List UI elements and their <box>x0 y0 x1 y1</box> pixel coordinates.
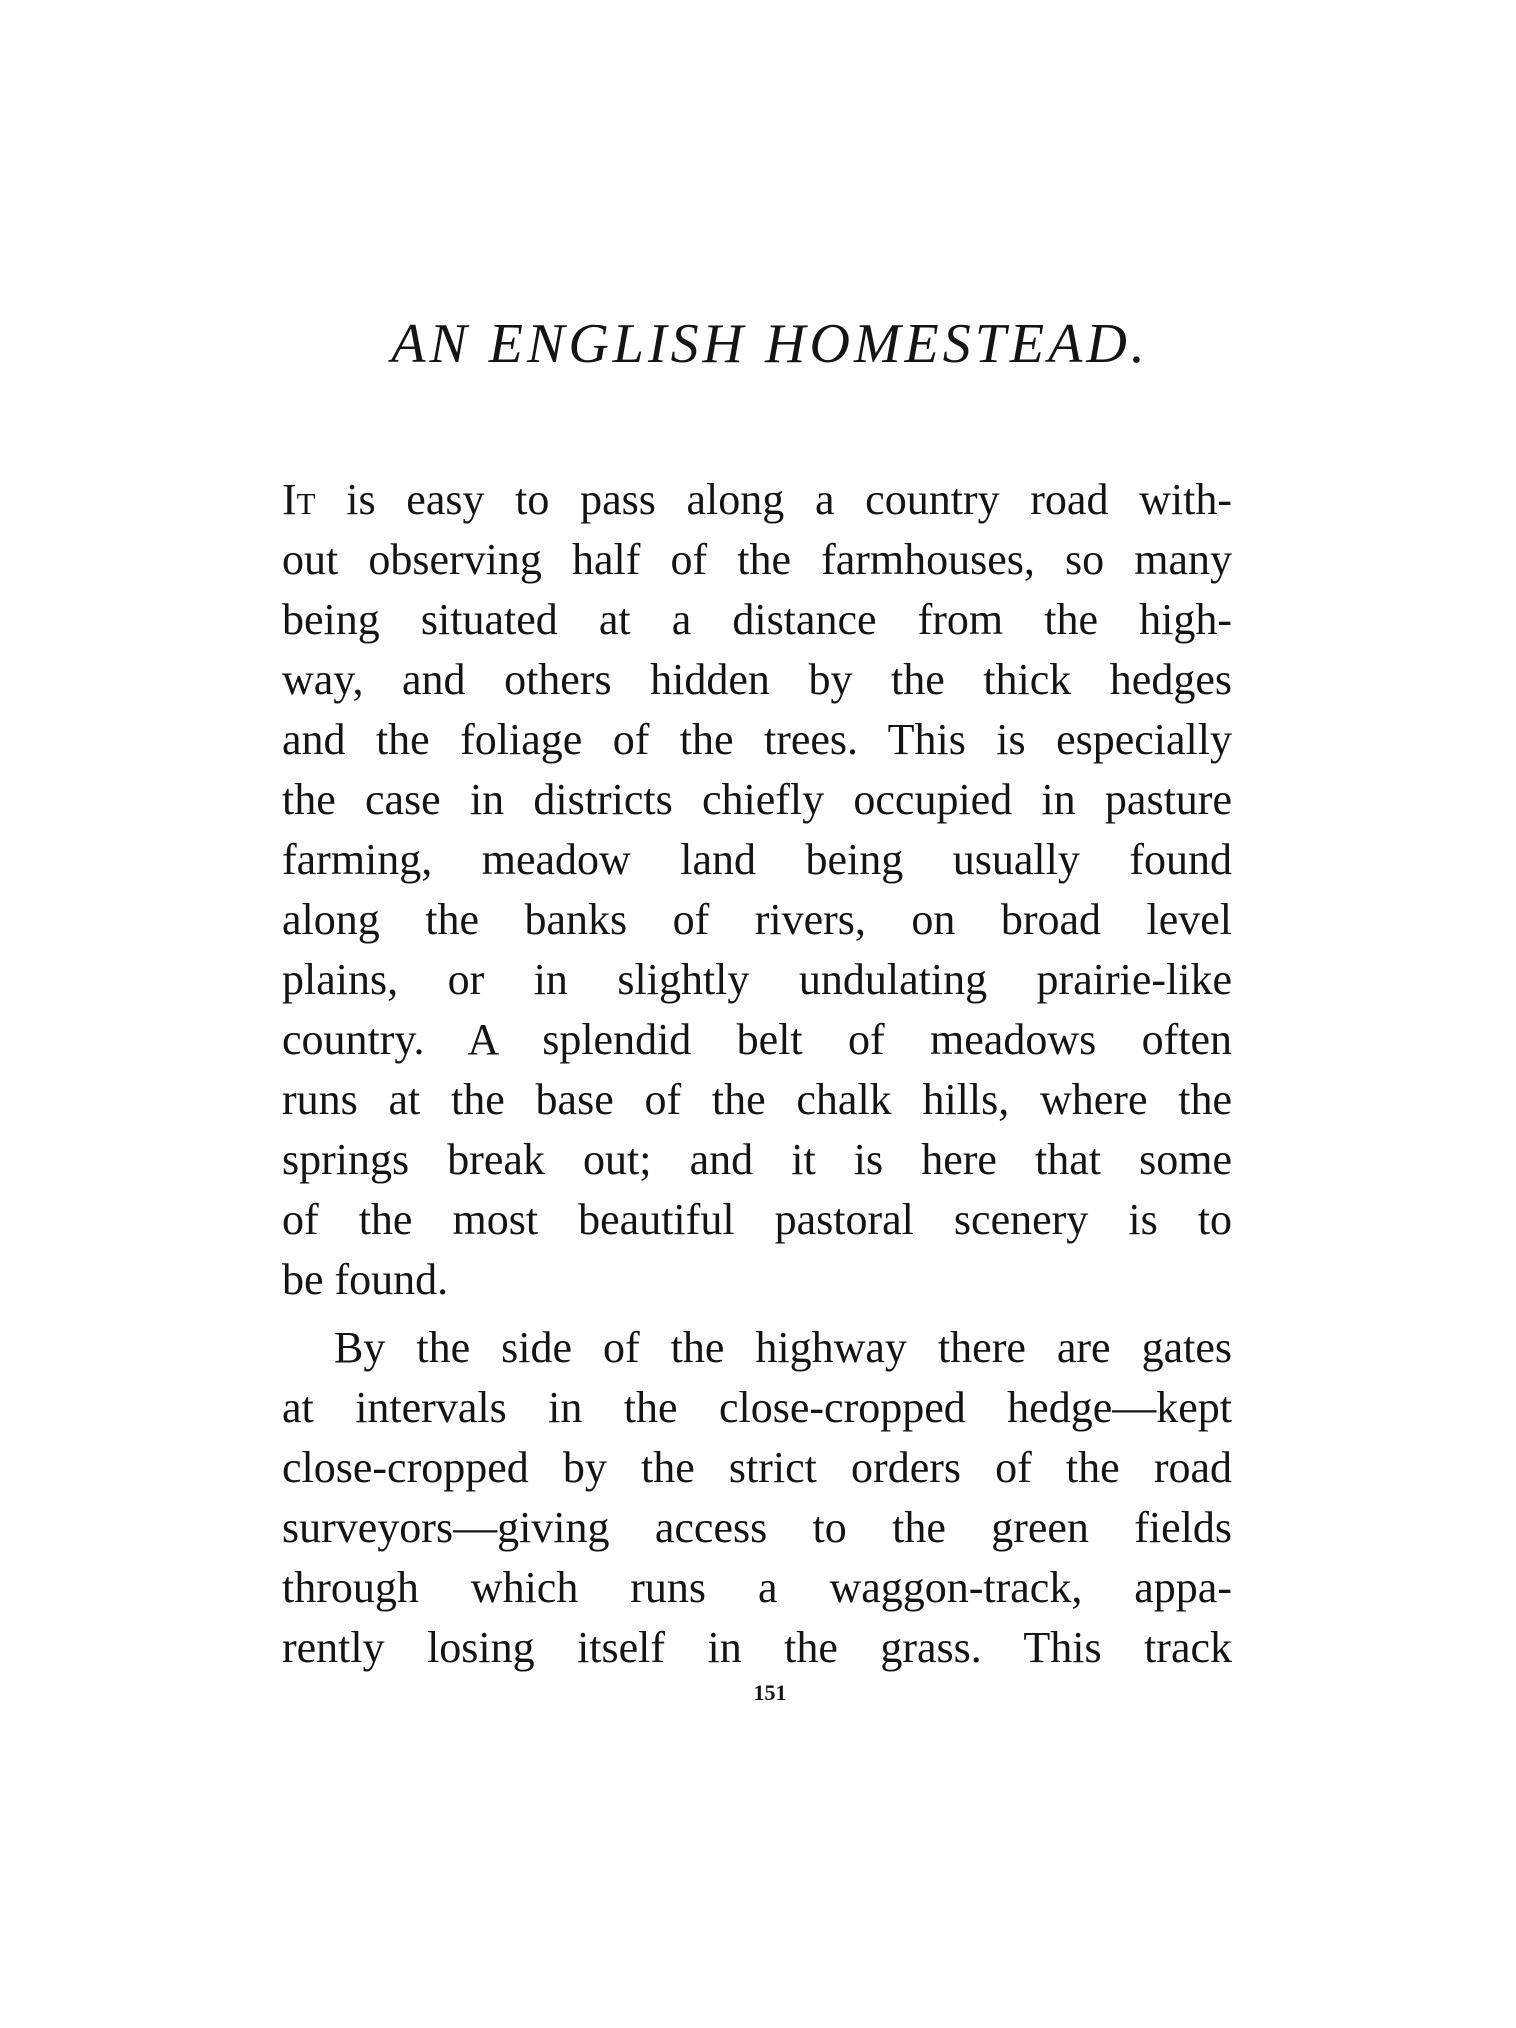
text-line: out observing half of the farmhouses, so many <box>282 535 1232 584</box>
page-number: 151 <box>753 1680 787 1705</box>
text-line: close-cropped by the strict orders of the road <box>282 1443 1232 1492</box>
text-line: rently losing itself in the grass. This track <box>282 1623 1232 1672</box>
text-line: the case in districts chiefly occupied in pasture <box>282 775 1232 824</box>
text-line: springs break out; and it is here that some <box>282 1135 1232 1184</box>
text-line: through which runs a waggon-track, appa- <box>282 1563 1232 1612</box>
text-line: along the banks of rivers, on broad level <box>282 895 1232 944</box>
text-line: being situated at a distance from the high- <box>282 595 1232 644</box>
line-text: is easy to pass along a country road with- <box>315 475 1232 524</box>
text-line: runs at the base of the chalk hills, where the <box>282 1075 1232 1124</box>
drop-word: It <box>282 475 316 524</box>
text-line: of the most beautiful pastoral scenery is to <box>282 1195 1232 1244</box>
text-line: and the foliage of the trees. This is especially <box>282 715 1232 764</box>
text-line: farming, meadow land being usually found <box>282 835 1232 884</box>
text-line: be found. <box>282 1255 449 1304</box>
text-line: plains, or in slightly undulating prairie-like <box>282 955 1232 1004</box>
text-line <box>282 470 1232 530</box>
chapter-title: AN ENGLISH HOMESTEAD. <box>391 313 1149 375</box>
text-line: By the side of the highway there are gates <box>334 1323 1232 1372</box>
text-line: country. A splendid belt of meadows often <box>282 1015 1232 1064</box>
text-line: at intervals in the close-cropped hedge—kept <box>282 1383 1232 1432</box>
text-line: way, and others hidden by the thick hedges <box>282 655 1232 704</box>
text-line: surveyors—giving access to the green fields <box>282 1503 1232 1552</box>
